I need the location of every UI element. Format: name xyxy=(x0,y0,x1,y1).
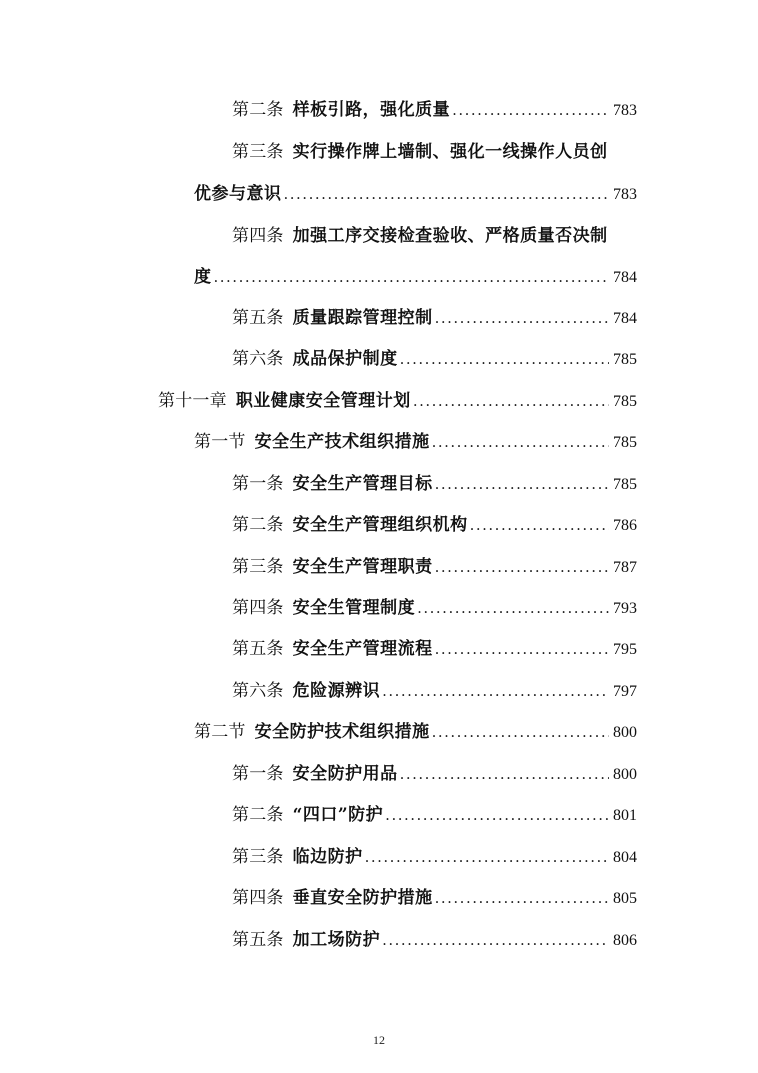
dot-leader xyxy=(432,431,609,453)
toc-entry-number: 第四条 xyxy=(232,226,284,246)
toc-entry-title: 安全生产管理组织机构 xyxy=(292,515,468,535)
dot-leader xyxy=(417,597,609,619)
toc-entry[interactable] xyxy=(232,929,637,952)
toc-entry-title: 安全生产管理流程 xyxy=(292,639,433,659)
toc-entry-title: “四口”防护 xyxy=(292,805,384,825)
toc-entry[interactable] xyxy=(232,99,637,122)
toc-entry-number: 第五条 xyxy=(232,639,284,659)
toc-entry-page: 800 xyxy=(613,766,637,783)
toc-entry-title: 安全生产技术组织措施 xyxy=(254,432,430,452)
dot-leader xyxy=(435,638,609,660)
toc-entry-number: 第二条 xyxy=(232,805,284,825)
toc-entry-title: 安全防护技术组织措施 xyxy=(254,722,430,742)
toc-entry-number: 第二条 xyxy=(232,515,284,535)
toc-entry-page: 785 xyxy=(613,434,637,451)
toc-entry-title: 垂直安全防护措施 xyxy=(292,888,433,908)
toc-entry-title: 加工场防护 xyxy=(292,930,381,950)
dot-leader xyxy=(284,183,610,205)
toc-entry[interactable] xyxy=(232,680,637,703)
toc-entry-page: 797 xyxy=(613,683,637,700)
toc-entry[interactable] xyxy=(232,597,637,620)
toc-entry-number: 第三条 xyxy=(232,557,284,577)
dot-leader xyxy=(382,929,609,951)
dot-leader xyxy=(435,473,609,495)
toc-entry-page: 785 xyxy=(613,393,637,410)
toc-entry[interactable] xyxy=(232,804,637,827)
toc-entry-title: 实行操作牌上墙制、强化一线操作人员创 xyxy=(292,142,608,162)
dot-leader xyxy=(400,763,609,785)
toc-entry-title: 质量跟踪管理控制 xyxy=(292,308,433,328)
toc-entry[interactable] xyxy=(232,348,637,371)
toc-entry-page: 785 xyxy=(613,476,637,493)
toc-entry-page: 787 xyxy=(613,559,637,576)
toc-entry-page: 806 xyxy=(613,932,637,949)
dot-leader xyxy=(435,887,609,909)
dot-leader xyxy=(385,804,609,826)
toc-entry[interactable] xyxy=(232,887,637,910)
toc-entry-title: 临边防护 xyxy=(292,847,363,867)
toc-entry-page: 785 xyxy=(613,351,637,368)
toc-entry-number: 第一条 xyxy=(232,764,284,784)
dot-leader xyxy=(435,556,609,578)
toc-entry-page: 784 xyxy=(613,269,637,286)
toc-entry-number: 第二节 xyxy=(194,722,246,742)
toc-entry[interactable] xyxy=(232,307,637,330)
toc-entry-continuation[interactable] xyxy=(194,183,637,206)
toc-entry-number: 第一条 xyxy=(232,474,284,494)
toc-entry[interactable] xyxy=(232,473,637,496)
toc-entry[interactable] xyxy=(232,225,637,247)
dot-leader xyxy=(435,307,609,329)
toc-entry-number: 第三条 xyxy=(232,847,284,867)
toc-entry-title: 安全生产管理职责 xyxy=(292,557,433,577)
toc-entry-page: 793 xyxy=(613,600,637,617)
toc-entry-title: 安全防护用品 xyxy=(292,764,398,784)
toc-entry[interactable] xyxy=(232,141,637,163)
toc-entry[interactable] xyxy=(232,514,637,537)
dot-leader xyxy=(432,721,609,743)
page-number: 12 xyxy=(373,1033,385,1047)
toc-entry-page: 805 xyxy=(613,890,637,907)
toc-entry-title: 成品保护制度 xyxy=(292,349,398,369)
toc-entry-page: 786 xyxy=(613,517,637,534)
toc-entry-continuation[interactable] xyxy=(194,266,637,289)
toc-entry-number: 第四条 xyxy=(232,888,284,908)
toc-entry-number: 第六条 xyxy=(232,349,284,369)
dot-leader xyxy=(214,266,610,288)
toc-entry-title: 职业健康安全管理计划 xyxy=(235,391,411,411)
dot-leader xyxy=(400,348,609,370)
toc-entry-page: 804 xyxy=(613,849,637,866)
toc-entry-title-continuation: 优参与意识 xyxy=(194,184,282,204)
toc-section-entry[interactable] xyxy=(194,431,637,454)
toc-entry-title: 加强工序交接检查验收、严格质量否决制 xyxy=(292,226,608,246)
dot-leader xyxy=(470,514,609,536)
toc-entry-number: 第五条 xyxy=(232,930,284,950)
toc-entry[interactable] xyxy=(232,556,637,579)
toc-entry-number: 第四条 xyxy=(232,598,284,618)
toc-entry[interactable] xyxy=(232,846,637,869)
toc-entry-title: 危险源辨识 xyxy=(292,681,381,701)
dot-leader xyxy=(365,846,609,868)
dot-leader xyxy=(382,680,609,702)
toc-entry[interactable] xyxy=(232,638,637,661)
toc-entry-page: 784 xyxy=(613,310,637,327)
toc-entry-title-continuation: 度 xyxy=(194,267,212,287)
toc-entry-title: 样板引路，强化质量 xyxy=(292,100,451,120)
toc-entry-number: 第二条 xyxy=(232,100,284,120)
toc-entry-number: 第一节 xyxy=(194,432,246,452)
toc-entry-page: 801 xyxy=(613,807,637,824)
dot-leader xyxy=(413,390,609,412)
toc-entry-page: 783 xyxy=(613,186,637,203)
toc-chapter-entry[interactable] xyxy=(158,390,637,413)
toc-entry-page: 800 xyxy=(613,724,637,741)
dot-leader xyxy=(452,99,609,121)
toc-entry[interactable] xyxy=(232,763,637,786)
toc-section-entry[interactable] xyxy=(194,721,637,744)
toc-entry-number: 第三条 xyxy=(232,142,284,162)
toc-entry-number: 第六条 xyxy=(232,681,284,701)
toc-entry-number: 第五条 xyxy=(232,308,284,328)
toc-entry-title: 安全生管理制度 xyxy=(292,598,416,618)
toc-entry-page: 783 xyxy=(613,102,637,119)
toc-entry-page: 795 xyxy=(613,641,637,658)
toc-entry-number: 第十一章 xyxy=(158,391,227,411)
toc-entry-title: 安全生产管理目标 xyxy=(292,474,433,494)
